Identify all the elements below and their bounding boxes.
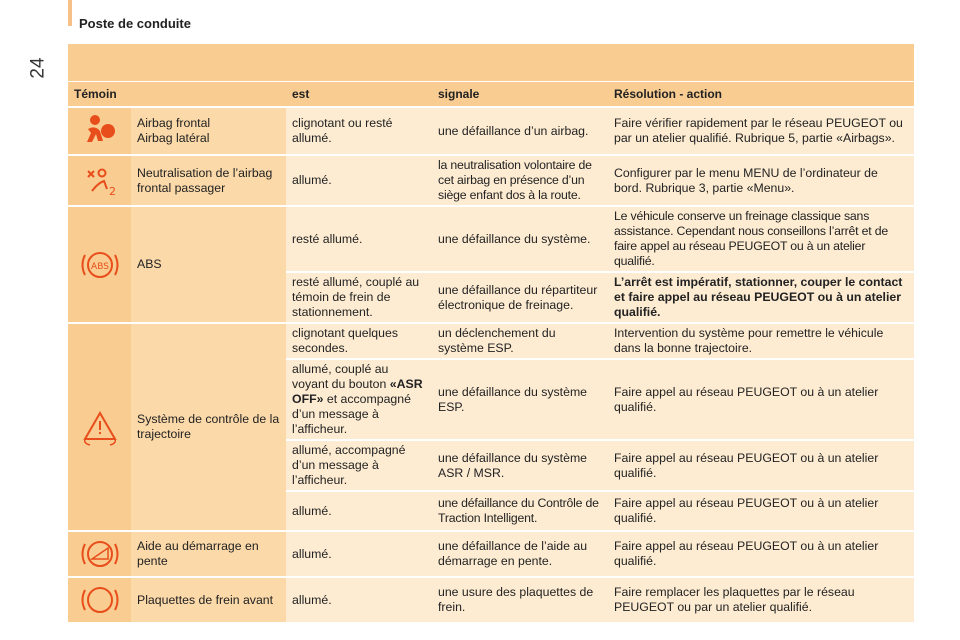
resolution-cell: L’arrêt est impératif, stationner, couper le contact et faire appel au réseau PEUGEOT ou à un atelier qualifié. [608, 273, 914, 324]
signale-cell: une défaillance du système ASR / MSR. [432, 441, 608, 492]
resolution-cell: Faire vérifier rapidement par le réseau PEUGEOT ou par un atelier qualifié. Rubrique 5, partie «Airbags». [608, 108, 914, 156]
signale-cell: une défaillance d’un airbag. [432, 108, 608, 156]
hill-start-assist-icon [78, 534, 122, 574]
name-line: Airbag frontal [137, 116, 211, 130]
resolution-cell: Faire remplacer les plaquettes par le réseau PEUGEOT ou par un atelier qualifié. [608, 578, 914, 624]
light-name [131, 108, 286, 156]
est-text: allumé, couplé au voyant du bouton [292, 362, 389, 391]
svg-text:2: 2 [108, 184, 116, 198]
signale-cell: une défaillance du système. [432, 207, 608, 273]
asr-off-label: «ASR OFF» [292, 377, 423, 406]
table-row [68, 324, 914, 360]
svg-text:ABS: ABS [90, 261, 109, 272]
warning-lights-table [68, 82, 914, 624]
icon-cell [68, 156, 131, 207]
signale-cell: une défaillance du Contrôle de Traction Intelligent. [432, 492, 608, 532]
icon-cell [68, 578, 131, 624]
est-cell [286, 360, 432, 441]
signale-cell: une défaillance du répartiteur électronique de freinage. [432, 273, 608, 324]
header-banner [68, 44, 914, 81]
est-cell: allumé. [286, 492, 432, 532]
header-temoin: Témoin [68, 82, 131, 108]
table-row [68, 156, 914, 207]
accent-bar [68, 0, 72, 26]
header-est: est [286, 82, 432, 108]
table-row [68, 532, 914, 578]
resolution-cell: Intervention du système pour remettre le véhicule dans la bonne trajectoire. [608, 324, 914, 360]
name-line: Airbag latéral [137, 131, 210, 145]
resolution-cell: Le véhicule conserve un freinage classique sans assistance. Cependant nous conseillons l’arrêt et de faire appel au réseau PEUGEOT ou à un atelier qualifié. [608, 207, 914, 273]
est-cell: allumé, accompagné d’un message à l’afficheur. [286, 441, 432, 492]
table-row [68, 108, 914, 156]
resolution-cell: Faire appel au réseau PEUGEOT ou à un atelier qualifié. [608, 441, 914, 492]
est-cell: allumé. [286, 578, 432, 624]
signale-cell: une défaillance de l’aide au démarrage en pente. [432, 532, 608, 578]
light-name: Aide au démarrage en pente [131, 532, 286, 578]
trajectory-control-icon [78, 407, 122, 447]
header-empty [131, 82, 286, 108]
est-cell: resté allumé. [286, 207, 432, 273]
brake-pads-icon [78, 580, 122, 620]
light-name: Plaquettes de frein avant [131, 578, 286, 624]
icon-cell [68, 207, 131, 324]
est-cell: clignotant quelques secondes. [286, 324, 432, 360]
icon-cell [68, 108, 131, 156]
page-number: 24 [27, 57, 49, 79]
est-cell: allumé. [286, 532, 432, 578]
header-signale: signale [432, 82, 608, 108]
signale-cell: un déclenchement du système ESP. [432, 324, 608, 360]
resolution-cell: Configurer par le menu MENU de l’ordinateur de bord. Rubrique 3, partie «Menu». [608, 156, 914, 207]
light-name: ABS [131, 207, 286, 324]
signale-cell: une défaillance du système ESP. [432, 360, 608, 441]
resolution-cell: Faire appel au réseau PEUGEOT ou à un atelier qualifié. [608, 360, 914, 441]
est-text: et accompagné d’un message à l’afficheur. [292, 392, 411, 436]
airbag-icon [78, 111, 122, 151]
table-header-row [68, 82, 914, 108]
icon-cell [68, 324, 131, 532]
resolution-cell: Faire appel au réseau PEUGEOT ou à un atelier qualifié. [608, 532, 914, 578]
abs-icon [78, 245, 122, 285]
light-name: Neutralisation de l’airbag frontal passager [131, 156, 286, 207]
est-cell: resté allumé, couplé au témoin de frein de stationnement. [286, 273, 432, 324]
signale-cell: une usure des plaquettes de frein. [432, 578, 608, 624]
icon-cell [68, 532, 131, 578]
table-row [68, 207, 914, 273]
resolution-cell: Faire appel au réseau PEUGEOT ou à un atelier qualifié. [608, 492, 914, 532]
signale-cell: la neutralisation volontaire de cet airbag en présence d’un siège enfant dos à la route. [432, 156, 608, 207]
est-cell: allumé. [286, 156, 432, 207]
est-cell: clignotant ou resté allumé. [286, 108, 432, 156]
section-title: Poste de conduite [79, 16, 191, 31]
light-name: Système de contrôle de la trajectoire [131, 324, 286, 532]
table-row [68, 578, 914, 624]
passenger-airbag-off-icon [78, 161, 122, 201]
header-resolution: Résolution - action [608, 82, 914, 108]
